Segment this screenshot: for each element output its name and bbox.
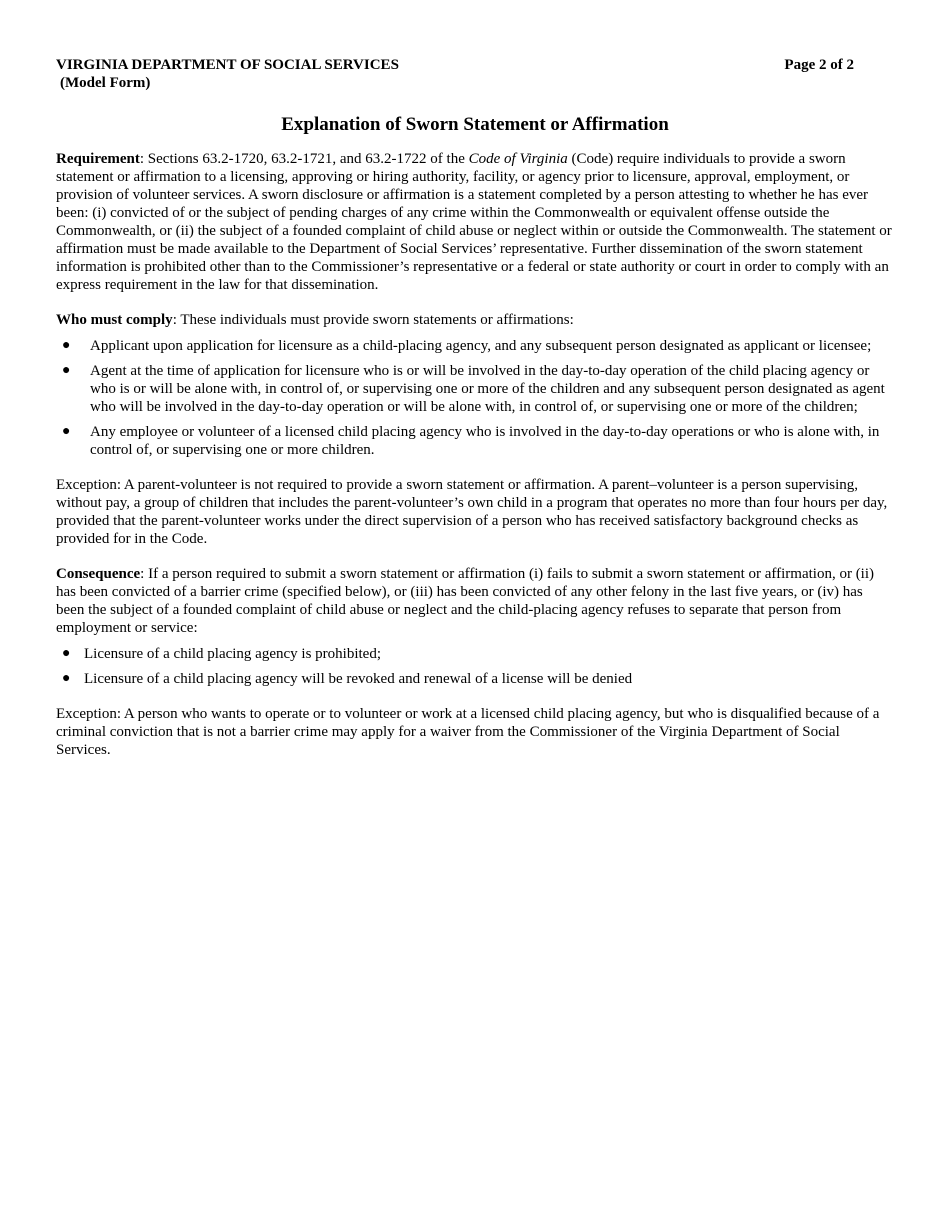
requirement-paragraph bbox=[56, 150, 894, 294]
list-item bbox=[56, 423, 894, 459]
consequence-paragraph bbox=[56, 565, 894, 637]
list-item-text: Any employee or volunteer of a licensed child placing agency who is involved in the day-to-day operations or who is alone with, in control of, or supervising one or more children. bbox=[90, 424, 880, 458]
list-item bbox=[56, 670, 894, 688]
bullet-icon: ● bbox=[62, 338, 71, 353]
consequence-list bbox=[56, 645, 894, 688]
list-item-text: Licensure of a child placing agency is prohibited; bbox=[84, 646, 381, 662]
requirement-text-a: : Sections 63.2-1720, 63.2-1721, and 63.2-1722 of the bbox=[139, 151, 469, 167]
who-must-comply-label: Who must comply bbox=[56, 312, 173, 328]
requirement-text-b: (Code) require individuals to provide a sworn statement or affirmation to a licensing, approving or hiring authority, facility, or agency prior to licensure, approval, employment, or provision of volunteer services. A sworn disclosure or affirmation is a statement completed by a person attesting to whether he has ever been: (i) convicted of or the subject of pending charges of any crime within the Commonwealth or equivalent offense outside the Commonwealth, or (ii) the subject of a founded complaint of child abuse or neglect within or outside the Commonwealth. The statement or affirmation must be made available to the Department of Social Services’ representative. Further dissemination of the sworn statement information is prohibited other than to the Commissioner’s representative or a federal or state authority or court in order to comply with an express requirement in the law for that dissemination. bbox=[56, 151, 892, 293]
list-item-text: Agent at the time of application for licensure who is or will be involved in the day-to-day operation of the child placing agency or who is or will be alone with, in control of, or supervising one or more of the children and any subsequent person designated as agent who will be involved in the day-to-day operation or will be alone with, in control of, or supervising one or more of the children; bbox=[90, 363, 885, 415]
exception-waiver: Exception: A person who wants to operate or to volunteer or work at a licensed child placing agency, but who is disqualified because of a criminal conviction that is not a barrier crime may apply for a waiver from the Commissioner of the Virginia Department of Social Services. bbox=[56, 706, 880, 758]
list-item bbox=[56, 362, 894, 416]
exception-parent-volunteer: Exception: A parent-volunteer is not required to provide a sworn statement or affirmation. A parent–volunteer is a person supervising, without pay, a group of children that includes the parent-volunteer’s own child in a program that operates no more than four hours per day, provided that the parent-volunteer works under the direct supervision of a person who has received satisfactory background checks as provided for in the Code. bbox=[56, 477, 888, 547]
consequence-label: Consequence bbox=[56, 566, 141, 582]
requirement-label: Requirement bbox=[56, 151, 140, 167]
list-item-text: Applicant upon application for licensure as a child-placing agency, and any subsequent person designated as applicant or licensee; bbox=[90, 338, 872, 354]
who-must-comply-list bbox=[56, 337, 894, 459]
list-item bbox=[56, 645, 894, 663]
document-title: Explanation of Sworn Statement or Affirmation bbox=[281, 114, 669, 135]
consequence-text: : If a person required to submit a sworn statement or affirmation (i) fails to submit a sworn statement or affirmation, or (ii) has been convicted of a barrier crime (specified below), or (iii) has been convicted of any other felony in the last five years, or (iv) has been the subject of a founded complaint of child abuse or neglect and the child-placing agency refuses to separate that person from employment or service: bbox=[56, 566, 875, 636]
document-page bbox=[56, 56, 894, 776]
who-must-comply-paragraph bbox=[56, 311, 894, 329]
bullet-icon: ● bbox=[62, 363, 71, 378]
page-number: Page 2 of 2 bbox=[784, 57, 854, 73]
bullet-icon: ● bbox=[62, 671, 71, 686]
bullet-icon: ● bbox=[62, 646, 71, 661]
document-header bbox=[56, 56, 894, 92]
who-must-comply-text: : These individuals must provide sworn statements or affirmations: bbox=[172, 312, 574, 328]
list-item bbox=[56, 337, 894, 355]
agency-name: VIRGINIA DEPARTMENT OF SOCIAL SERVICES bbox=[56, 57, 399, 73]
bullet-icon: ● bbox=[62, 424, 71, 439]
list-item-text: Licensure of a child placing agency will be revoked and renewal of a license will be denied bbox=[84, 671, 633, 687]
code-of-virginia: Code of Virginia bbox=[468, 151, 568, 167]
model-form-label: (Model Form) bbox=[60, 75, 151, 91]
